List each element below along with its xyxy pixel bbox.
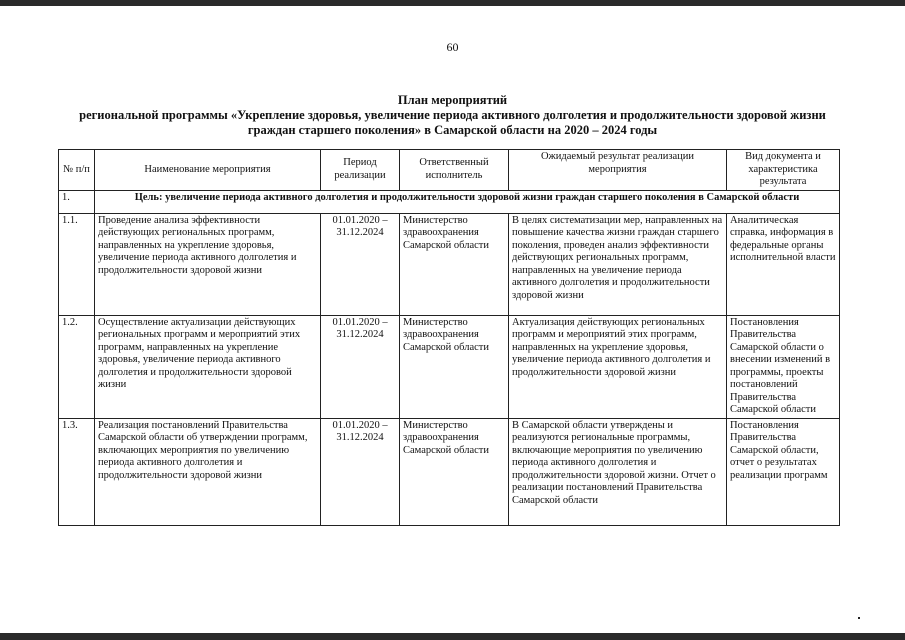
goal-text: Цель: увеличение периода активного долголетия и продолжительности здоровой жизни граждан старшего поколения в Самарской области bbox=[95, 190, 840, 213]
row-num: 1.2. bbox=[59, 315, 95, 418]
row-doc: Постановления Правительства Самарской области, отчет о результатах реализации программ bbox=[727, 418, 840, 525]
row-doc: Аналитическая справка, информация в федеральные органы исполнительной власти bbox=[727, 213, 840, 315]
row-name: Проведение анализа эффективности действующих региональных программ, направленных на укрепление здоровья, увеличение периода активного долголетия и продолжительности здоровой жизни bbox=[95, 213, 321, 315]
row-period: 01.01.2020 – 31.12.2024 bbox=[321, 213, 400, 315]
goal-num: 1. bbox=[59, 190, 95, 213]
table-row bbox=[59, 315, 840, 418]
row-doc: Постановления Правительства Самарской области о внесении изменений в программы, проекты постановлений Правительства Самарской области bbox=[727, 315, 840, 418]
row-name: Осуществление актуализации действующих региональных программ и мероприятий этих программ, направленных на укрепление здоровья, увеличение периода активного долголетия и продолжительности здоровой жизни bbox=[95, 315, 321, 418]
row-executor: Министерство здравоохранения Самарской области bbox=[400, 213, 509, 315]
row-period: 01.01.2020 – 31.12.2024 bbox=[321, 315, 400, 418]
document-title-line-3: граждан старшего поколения» в Самарской области на 2020 – 2024 годы bbox=[247, 123, 658, 137]
header-num: № п/п bbox=[59, 150, 95, 191]
top-border bbox=[0, 0, 905, 6]
header-period: Период реализации bbox=[321, 150, 400, 191]
header-doc: Вид документа и характеристика результата bbox=[727, 150, 840, 191]
scan-speck bbox=[858, 617, 860, 619]
row-period: 01.01.2020 – 31.12.2024 bbox=[321, 418, 400, 525]
row-num: 1.1. bbox=[59, 213, 95, 315]
row-executor: Министерство здравоохранения Самарской области bbox=[400, 418, 509, 525]
activity-plan-table bbox=[58, 149, 840, 526]
document-title-line-1: План мероприятий bbox=[397, 93, 508, 107]
table-row bbox=[59, 418, 840, 525]
table-row bbox=[59, 213, 840, 315]
row-result: Актуализация действующих региональных программ и мероприятий этих программ, направленных на укрепление здоровья, увеличение периода активного долголетия и продолжительности здоровой жизни bbox=[509, 315, 727, 418]
bottom-border bbox=[0, 633, 905, 640]
document-title-line-2: региональной программы «Укрепление здоровья, увеличение периода активного долголетия и продолжительности здоровой жизни bbox=[79, 108, 826, 122]
row-num: 1.3. bbox=[59, 418, 95, 525]
goal-row bbox=[59, 190, 840, 213]
row-result: В Самарской области утверждены и реализуются региональные программы, включающие мероприятия по увеличению периода активного долголетия и продолжительности здоровой жизни. Отчет о реализации постановлений Правительства Самарской области bbox=[509, 418, 727, 525]
table-header-row bbox=[59, 150, 840, 191]
row-executor: Министерство здравоохранения Самарской области bbox=[400, 315, 509, 418]
row-result: В целях систематизации мер, направленных на повышение качества жизни граждан старшего поколения, проведен анализ эффективности действующих региональных программ, направленных на увеличение периода активного долголетия и продолжительности здоровой жизни bbox=[509, 213, 727, 315]
row-name: Реализация постановлений Правительства Самарской области об утверждении программ, включающих мероприятия по увеличению периода активного долголетия и продолжительности здоровой жизни bbox=[95, 418, 321, 525]
header-name: Наименование мероприятия bbox=[95, 150, 321, 191]
header-result: Ожидаемый результат реализации мероприятия bbox=[509, 150, 727, 191]
page-number: 60 bbox=[446, 40, 459, 54]
header-executor: Ответственный исполнитель bbox=[400, 150, 509, 191]
